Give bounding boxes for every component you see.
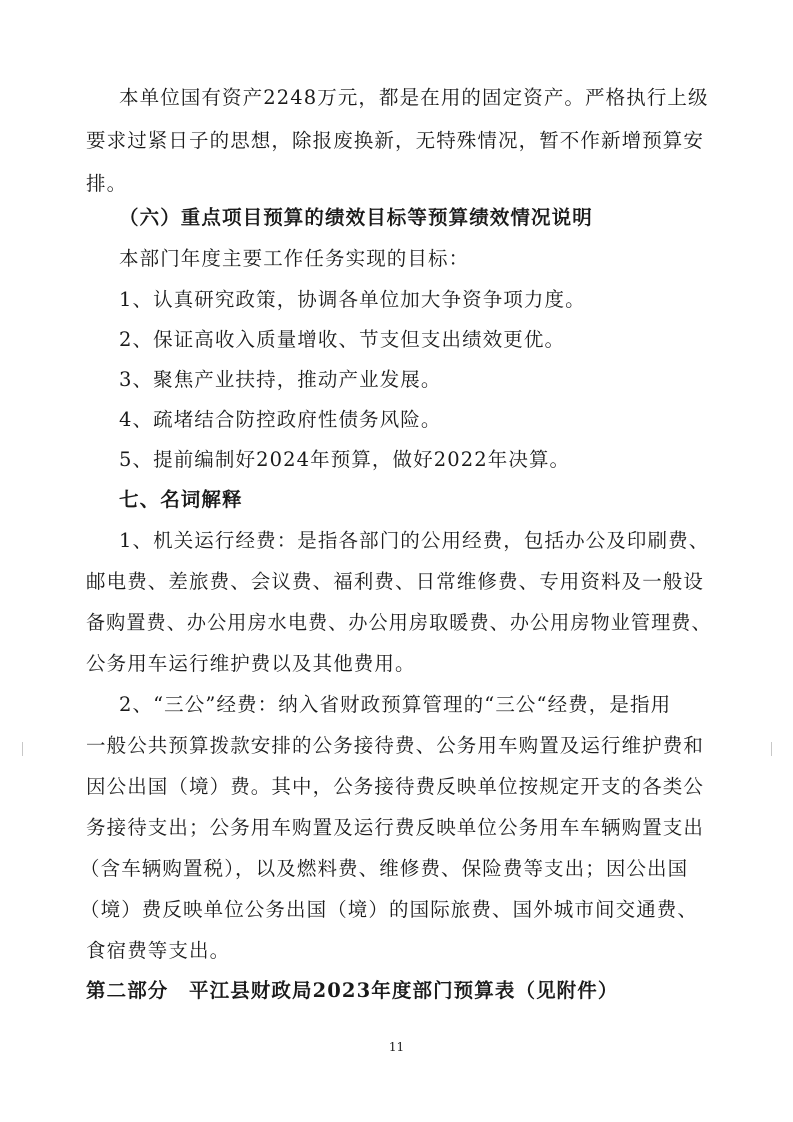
goal-item-1: 1、认真研究政策，协调各单位加大争资争项力度。: [119, 288, 586, 311]
goals-intro: 本部门年度主要工作任务实现的目标：: [119, 247, 470, 270]
term-2-line-2: 一般公共预算拨款安排的公务接待费、公务用车购置及运行维护费和: [86, 734, 705, 757]
term-1-line-2: 邮电费、差旅费、会议费、福利费、日常维修费、专用资料及一般设: [86, 570, 705, 593]
term-2-line-6: （境）费反映单位公务出国（境）的国际旅费、国外城市间交通费、: [80, 898, 699, 921]
section-7-heading: 七、名词解释: [119, 488, 243, 511]
term-2-line-1: 2、“三公”经费：纳入省财政预算管理的“三公“经费，是指用: [119, 693, 672, 716]
scan-mark-right: [771, 742, 772, 756]
term-1-line-4: 公务用车运行维护费以及其他费用。: [86, 652, 416, 675]
goal-item-3: 3、聚焦产业扶持，推动产业发展。: [119, 368, 442, 391]
term-1-line-1: 1、机关运行经费：是指各部门的公用经费，包括办公及印刷费、: [119, 529, 710, 552]
term-2-line-5: （含车辆购置税），以及燃料费、维修费、保险费等支出；因公出国: [80, 857, 689, 880]
goal-item-2: 2、保证高收入质量增收、节支但支出绩效更优。: [119, 328, 566, 351]
part-2-heading: 第二部分 平江县财政局2023年度部门预算表（见附件）: [86, 979, 619, 1002]
asset-paragraph-line-3: 排。: [86, 172, 128, 195]
goal-item-5: 5、提前编制好2024年预算，做好2022年决算。: [119, 448, 571, 471]
asset-paragraph-line-1: 本单位国有资产2248万元，都是在用的固定资产。严格执行上级: [119, 86, 709, 109]
goal-item-4: 4、疏堵结合防控政府性债务风险。: [119, 408, 442, 431]
section-6-heading: （六）重点项目预算的绩效目标等预算绩效情况说明: [119, 206, 593, 229]
term-2-line-4: 务接待支出；公务用车购置及运行费反映单位公务用车车辆购置支出: [86, 816, 705, 839]
term-1-line-3: 备购置费、办公用房水电费、办公用房取暖费、办公用房物业管理费、: [86, 611, 712, 634]
scan-mark-left: [22, 742, 23, 756]
term-2-line-7: 食宿费等支出。: [86, 939, 231, 962]
asset-paragraph-line-2: 要求过紧日子的思想，除报废换新，无特殊情况，暂不作新增预算安: [86, 129, 705, 152]
page-number: 11: [388, 1040, 405, 1054]
term-2-line-3: 因公出国（境）费。其中，公务接待费反映单位按规定开支的各类公: [86, 775, 705, 798]
